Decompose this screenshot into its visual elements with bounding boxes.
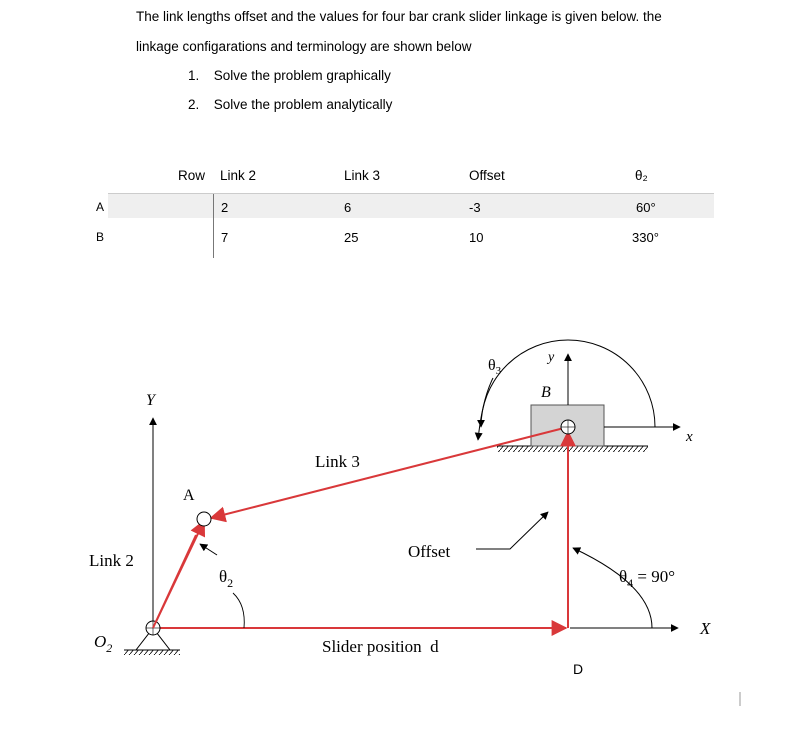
step-text: Solve the problem analytically — [213, 97, 393, 112]
ground-hatch-o2 — [124, 650, 180, 655]
theta2-label — [219, 567, 233, 590]
intro-line-1: The link lengths offset and the values for four bar crank slider linkage is given below. the — [136, 9, 662, 24]
theta2-arrow — [200, 544, 217, 555]
theta4-arc — [573, 548, 652, 628]
row-label-a: A — [96, 200, 105, 214]
offset-label: Offset — [408, 542, 451, 561]
x-axis-label: X — [700, 619, 711, 638]
local-y-label: y — [548, 350, 555, 365]
local-x-label: x — [686, 429, 693, 445]
theta3-label — [488, 357, 502, 377]
header-row: Row — [178, 168, 206, 183]
theta2-subscript: 2 — [227, 576, 234, 590]
point-b-label: B — [541, 384, 551, 401]
cell-a-theta2: 60° — [636, 200, 656, 215]
step-number: 2. — [188, 97, 200, 112]
step-text: Solve the problem graphically — [213, 68, 391, 83]
header-link2: Link 2 — [220, 168, 257, 183]
cell-b-offset: 10 — [469, 230, 484, 245]
cell-b-link2: 7 — [221, 230, 229, 245]
theta3-subscript: 3 — [495, 365, 502, 377]
intro-line-2: linkage configarations and terminology are shown below — [136, 39, 472, 54]
link2-label: Link 2 — [89, 551, 134, 570]
link3-line — [211, 427, 568, 518]
cell-a-link2: 2 — [221, 200, 229, 215]
table-row-band — [108, 194, 714, 218]
step-item — [188, 68, 391, 83]
cell-a-link3: 6 — [344, 200, 352, 215]
theta2-arc — [233, 593, 244, 628]
o2-label — [94, 632, 112, 655]
point-d-label: D — [573, 661, 584, 677]
header-theta2: θ₂ — [635, 168, 648, 183]
point-a-label: A — [183, 487, 195, 504]
slider-ground-hatch — [497, 446, 648, 452]
step-item — [188, 97, 392, 112]
theta-symbol: θ — [488, 357, 496, 374]
row-label-b: B — [96, 230, 105, 244]
cell-b-theta2: 330° — [632, 230, 659, 245]
theta4-subscript: 4 — [627, 576, 634, 590]
slider-position-label: Slider position d — [322, 637, 439, 656]
cell-a-offset: -3 — [469, 200, 481, 215]
o2-base: O — [94, 632, 107, 651]
cell-b-link3: 25 — [344, 230, 359, 245]
theta4-label — [619, 567, 675, 590]
y-axis-label: Y — [146, 392, 155, 409]
header-link3: Link 3 — [344, 168, 381, 183]
step-number: 1. — [188, 68, 200, 83]
link2-overlay — [153, 535, 196, 628]
theta-symbol: θ — [619, 567, 628, 586]
link3-label: Link 3 — [315, 452, 360, 471]
o2-subscript: 2 — [106, 641, 113, 655]
header-offset: Offset — [469, 168, 505, 183]
column-divider — [213, 194, 214, 258]
offset-leader — [476, 512, 548, 549]
pin-a — [197, 512, 211, 526]
linkage-table — [0, 160, 806, 270]
theta4-value: = 90° — [633, 567, 676, 586]
theta-symbol: θ — [219, 567, 228, 586]
linkage-diagram — [0, 330, 806, 737]
